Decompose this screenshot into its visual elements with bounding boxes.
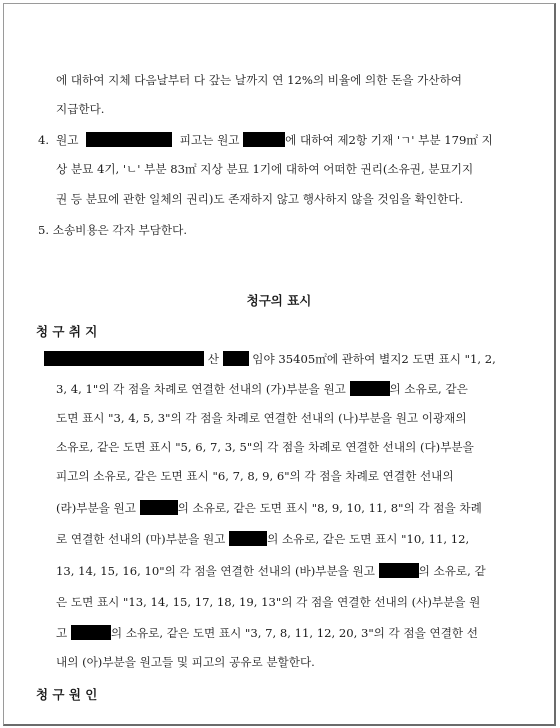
paragraph-4-line-3: 권 등 분묘에 관한 일체의 권리)도 존재하지 않고 행사하지 않을 것임을 확인한다.: [56, 192, 464, 206]
text: 에 대하여 제2항 기재 'ㄱ' 부분 179㎡ 지: [285, 133, 493, 147]
claim-purpose-heading: 청 구 취 지: [36, 324, 98, 339]
claim-line-4: 소유로, 같은 도면 표시 "5, 6, 7, 3, 5"의 각 점을 차례로 연결한 선내의 (다)부분을: [56, 440, 474, 454]
text: 산: [207, 352, 219, 366]
redaction-block: [44, 351, 204, 366]
redaction-block: [350, 381, 390, 396]
text: 피고는 원고: [179, 133, 240, 147]
section-title: 청구의 표시: [246, 293, 312, 308]
redaction-block: [223, 351, 249, 366]
claim-line-6: [56, 500, 482, 516]
paragraph-3-line-2: 지급한다.: [56, 102, 105, 116]
redaction-block: [243, 132, 285, 147]
claim-line-3: 도면 표시 "3, 4, 5, 3"의 각 점을 차례로 연결한 선내의 (나)부분을 원고 이광재의: [56, 411, 467, 425]
claim-line-8: [56, 563, 486, 579]
text: (라)부분을 원고: [56, 501, 136, 515]
claim-line-11: 내의 (아)부분을 원고들 및 피고의 공유로 분할한다.: [56, 655, 315, 669]
text: 로 연결한 선내의 (마)부분을 원고: [56, 532, 226, 546]
text: 의 소유로, 같: [418, 564, 486, 578]
claim-line-7: [56, 531, 469, 547]
claim-line-5: 피고의 소유로, 같은 도면 표시 "6, 7, 8, 9, 6"의 각 점을 차례로 연결한 선내의: [56, 469, 454, 483]
claim-cause-heading: 청 구 원 인: [36, 687, 98, 702]
claim-line-1: [44, 351, 496, 367]
text: 13, 14, 15, 16, 10"의 각 점을 연결한 선내의 (바)부분을 원고: [56, 564, 375, 578]
text: 원고: [56, 133, 79, 147]
paragraph-4-number: 4.: [38, 133, 50, 147]
claim-line-9: 은 도면 표시 "13, 14, 15, 17, 18, 19, 13"의 각 점을 연결한 선내의 (사)부분을 원: [56, 595, 481, 609]
text: 3, 4, 1"의 각 점을 차례로 연결한 선내의 (가)부분을 원고: [56, 382, 346, 396]
text: 고: [56, 626, 68, 640]
redaction-block: [229, 531, 267, 546]
redaction-block: [379, 563, 419, 578]
paragraph-3-line-1: [56, 72, 526, 88]
text: 의 소유로, 같은 도면 표시 "10, 11, 12,: [267, 532, 470, 546]
redaction-block: [140, 500, 178, 515]
redaction-block: [71, 625, 111, 640]
paragraph-4-line-1: [56, 132, 493, 148]
text: 의 소유로, 같은 도면 표시 "8, 9, 10, 11, 8"의 각 점을 차례: [177, 501, 482, 515]
text: 의 소유로, 같은 도면 표시 "3, 7, 8, 11, 12, 20, 3"의 각 점을 연결한 선: [110, 626, 478, 640]
claim-line-10: [56, 625, 478, 641]
redaction-block: [86, 132, 172, 147]
text: 임야 35405㎡에 관하여 별지2 도면 표시 "1, 2,: [252, 352, 496, 366]
text: 에 대하여 지체 다음날부터 다 갚는 날까지 연 12%의 비율에 의한 돈을 가산하여: [56, 73, 462, 87]
text: 의 소유로, 같은: [389, 382, 468, 396]
document-page: [3, 3, 556, 726]
paragraph-4-line-2: 상 분묘 4기, 'ㄴ' 부분 83㎡ 지상 분묘 1기에 대하여 어떠한 권리(소유권, 분묘기지: [56, 162, 474, 176]
paragraph-5: 5. 소송비용은 각자 부담한다.: [38, 223, 187, 237]
claim-line-2: [56, 381, 468, 397]
